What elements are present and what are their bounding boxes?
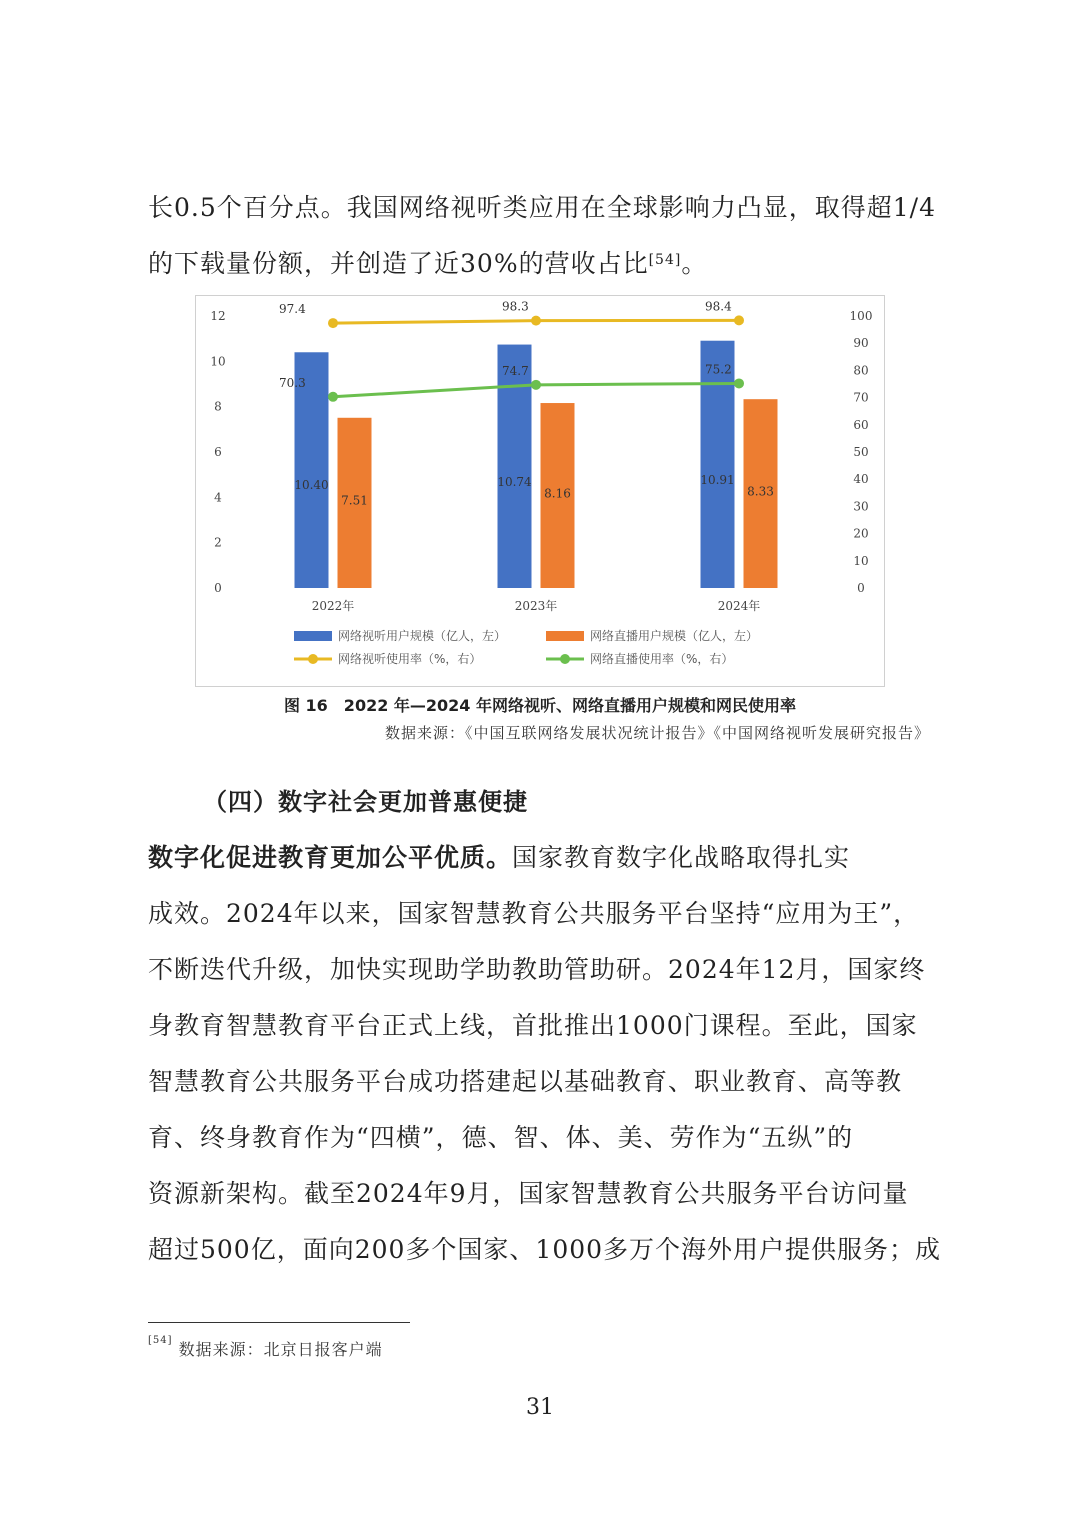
paragraph-text: 国家教育数字化战略取得扎实 bbox=[512, 843, 851, 872]
right-axis-tick-label: 90 bbox=[853, 336, 869, 351]
paragraph-text: 的下载量份额，并创造了近30%的营收占比 bbox=[148, 249, 649, 278]
paragraph-line: 育、终身教育作为“四横”，德、智、体、美、劳作为“五纵”的 bbox=[148, 1123, 854, 1152]
paragraph-lead: 数字化促进教育更加公平优质。 bbox=[148, 843, 513, 872]
right-axis-tick-label: 0 bbox=[857, 581, 865, 595]
left-axis-tick-label: 6 bbox=[214, 445, 222, 459]
paragraph-main bbox=[148, 830, 942, 1278]
bar-data-label: 10.91 bbox=[700, 473, 735, 488]
x-axis-tick-label: 2024年 bbox=[717, 599, 761, 613]
line-data-label: 98.3 bbox=[502, 299, 529, 314]
footnote-text: 数据来源：北京日报客户端 bbox=[178, 1340, 383, 1359]
series-point bbox=[734, 315, 744, 325]
legend-label: 网络视听用户规模（亿人，左） bbox=[338, 629, 507, 643]
left-axis-tick-label: 8 bbox=[214, 399, 222, 414]
x-axis-tick-label: 2022年 bbox=[311, 599, 355, 613]
right-axis-tick-label: 50 bbox=[853, 445, 869, 459]
bar-data-label: 8.33 bbox=[747, 484, 774, 499]
paragraph-punctuation: 。 bbox=[681, 249, 708, 278]
paragraph-line: 不断迭代升级，加快实现助学助教助管助研。2024年12月，国家终 bbox=[148, 955, 926, 984]
footnote bbox=[148, 1337, 383, 1360]
bar-data-label: 8.16 bbox=[544, 486, 571, 501]
legend-swatch-marker bbox=[560, 654, 570, 664]
right-axis-tick-label: 40 bbox=[853, 472, 869, 487]
footnote-reference[interactable]: [54] bbox=[648, 252, 682, 268]
legend-swatch bbox=[294, 631, 332, 641]
bar bbox=[701, 341, 735, 588]
right-axis-tick-label: 80 bbox=[853, 363, 869, 378]
x-axis-tick-label: 2023年 bbox=[514, 599, 558, 613]
paragraph-line: 长0.5个百分点。我国网络视听类应用在全球影响力凸显，取得超1/4 bbox=[148, 193, 936, 222]
bar-data-label: 7.51 bbox=[341, 493, 368, 508]
left-axis-tick-label: 0 bbox=[214, 581, 222, 595]
footnote-marker: [54] bbox=[148, 1335, 173, 1346]
left-axis-tick-label: 2 bbox=[214, 535, 222, 550]
page-number: 31 bbox=[526, 1395, 554, 1420]
right-axis-tick-label: 10 bbox=[853, 553, 869, 568]
legend-swatch-marker bbox=[308, 654, 318, 664]
paragraph-line: 资源新架构。截至2024年9月，国家智慧教育公共服务平台访问量 bbox=[148, 1179, 909, 1208]
paragraph-line bbox=[148, 830, 934, 886]
line-data-label: 74.7 bbox=[502, 363, 529, 378]
bar bbox=[498, 345, 532, 588]
chart-frame bbox=[195, 295, 885, 687]
right-axis-tick-label: 70 bbox=[853, 390, 869, 405]
bar-data-label: 10.40 bbox=[294, 477, 329, 492]
right-axis-tick-label: 100 bbox=[849, 309, 873, 323]
chart-svg bbox=[196, 296, 886, 688]
line-data-label: 70.3 bbox=[279, 375, 306, 390]
right-axis-tick-label: 20 bbox=[853, 526, 869, 541]
bar-data-label: 10.74 bbox=[497, 474, 532, 489]
right-axis-tick-label: 30 bbox=[853, 499, 869, 514]
series-point bbox=[531, 380, 541, 390]
series-point bbox=[734, 378, 744, 388]
legend-label: 网络直播用户规模（亿人，左） bbox=[590, 629, 759, 643]
legend-swatch bbox=[546, 631, 584, 641]
figure-source: 数据来源：《中国互联网络发展状况统计报告》《中国网络视听发展研究报告》 bbox=[384, 724, 930, 742]
paragraph-line bbox=[148, 236, 934, 292]
left-axis-tick-label: 12 bbox=[210, 309, 226, 323]
section-heading: （四）数字社会更加普惠便捷 bbox=[203, 788, 528, 816]
series-point bbox=[328, 392, 338, 402]
line-data-label: 98.4 bbox=[705, 299, 732, 314]
paragraph-line: 成效。2024年以来，国家智慧教育公共服务平台坚持“应用为王”， bbox=[148, 899, 920, 928]
figure-caption: 图 16 2022 年—2024 年网络视听、网络直播用户规模和网民使用率 bbox=[283, 696, 797, 715]
left-axis-tick-label: 4 bbox=[214, 490, 222, 505]
paragraph-line: 身教育智慧教育平台正式上线，首批推出1000门课程。至此，国家 bbox=[148, 1011, 918, 1040]
right-axis-tick-label: 60 bbox=[853, 417, 869, 432]
paragraph-top bbox=[148, 180, 934, 292]
left-axis-tick-label: 10 bbox=[210, 354, 226, 369]
paragraph-line: 智慧教育公共服务平台成功搭建起以基础教育、职业教育、高等教 bbox=[148, 1067, 903, 1096]
line-data-label: 97.4 bbox=[279, 302, 306, 317]
line-data-label: 75.2 bbox=[705, 362, 732, 377]
legend-label: 网络视听使用率（%，右） bbox=[338, 652, 482, 666]
legend-label: 网络直播使用率（%，右） bbox=[590, 652, 734, 666]
paragraph-line: 超过500亿，面向200多个国家、1000多万个海外用户提供服务；成 bbox=[148, 1235, 942, 1264]
series-point bbox=[328, 318, 338, 328]
series-point bbox=[531, 316, 541, 326]
footnote-divider bbox=[148, 1322, 410, 1323]
